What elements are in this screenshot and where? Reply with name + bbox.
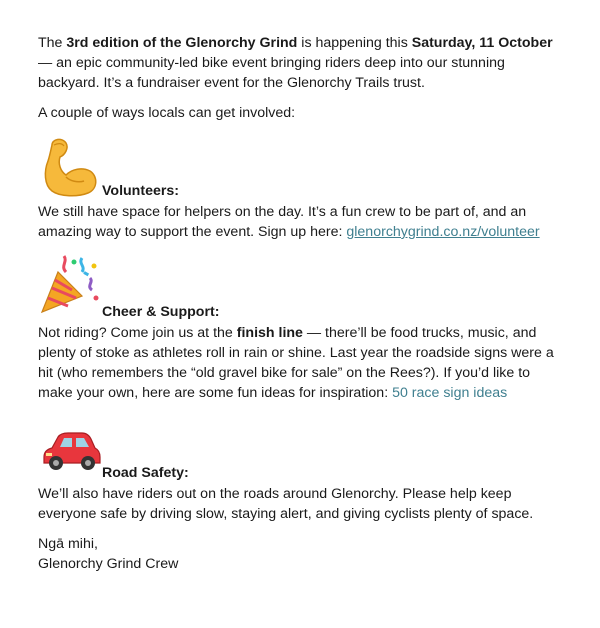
red-car-icon [38,425,102,481]
volunteer-link[interactable]: glenorchygrind.co.nz/volunteer [346,224,540,240]
race-sign-ideas-link[interactable]: 50 race sign ideas [392,385,508,401]
intro-text: — an epic community-led bike event bringing riders deep into our stunning backyard. It’s a fundraiser event for the Glenorchy Trails trust. [38,55,505,91]
event-name: 3rd edition of the Glenorchy Grind [66,35,298,51]
intro-paragraph [38,33,568,93]
cheer-text: — there’ll be food trucks, music, and plenty of stoke as athletes roll in rain or shine. Last year the roadside signs were a hit (who remembers the “old gravel bike for sale” on the Rees?). If you’d like to make your own, here are some fun ideas for inspiration: [38,325,554,401]
cheer-paragraph [38,323,568,403]
road-safety-paragraph: We’ll also have riders out on the roads around Glenorchy. Please help keep everyone safe by driving slow, staying alert, and giving cyclists plenty of space. [38,486,534,522]
volunteers-text: We still have space for helpers on the day. It’s a fun crew to be part of, and an amazing way to support the event. Sign up here: [38,204,527,240]
intro-text: The [38,35,67,51]
finish-line-bold: finish line [236,325,303,341]
signoff-greeting: Ngā mihi, [38,536,98,552]
involved-intro: A couple of ways locals can get involved: [38,105,296,121]
party-popper-icon [38,252,102,322]
volunteers-paragraph [38,202,568,242]
flexed-biceps-icon [38,135,100,203]
event-date: Saturday, 11 October [411,35,553,51]
volunteers-heading: Volunteers: [102,183,179,199]
intro-text: is happening this [297,35,412,51]
road-safety-heading: Road Safety: [102,465,189,481]
cheer-text: Not riding? Come join us at the [38,325,237,341]
signoff-name: Glenorchy Grind Crew [38,556,179,572]
cheer-heading: Cheer & Support: [102,304,220,320]
